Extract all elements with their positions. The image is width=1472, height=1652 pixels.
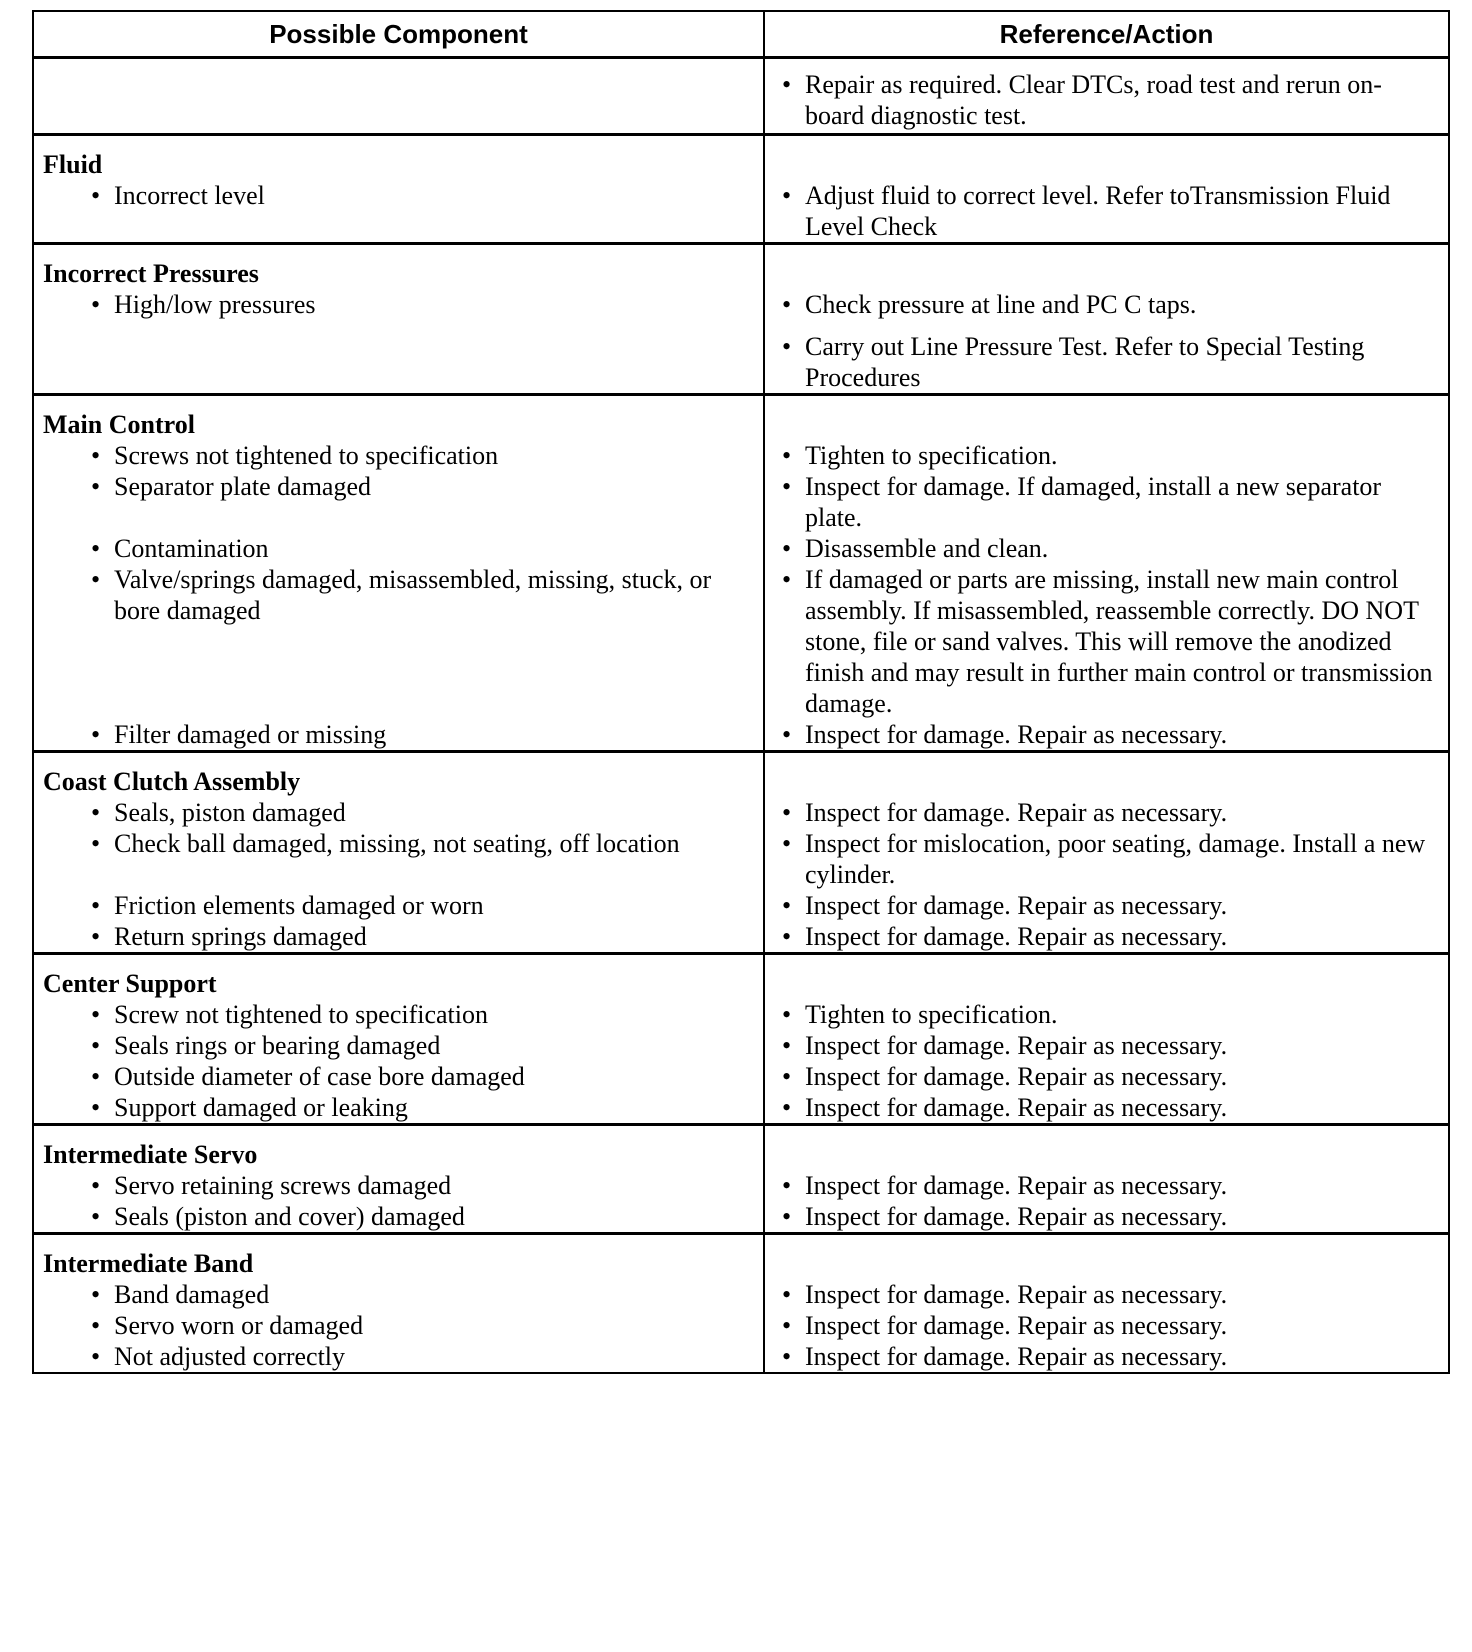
table-body <box>33 58 1449 1374</box>
component-text: Support damaged or leaking <box>114 1093 408 1122</box>
action-item <box>765 890 1448 921</box>
action-item <box>765 440 1448 471</box>
row-action-group <box>765 1341 1448 1372</box>
bullet-icon: • <box>782 1280 792 1309</box>
row-component-group <box>34 921 763 952</box>
component-cell <box>33 1125 764 1234</box>
bullet-icon: • <box>782 1031 792 1060</box>
row-component-group <box>34 1341 763 1372</box>
component-text: Seals (piston and cover) damaged <box>114 1202 465 1231</box>
action-text: Inspect for damage. Repair as necessary. <box>805 1342 1228 1371</box>
row-action-group <box>765 1310 1448 1341</box>
row-action-group <box>765 1170 1448 1201</box>
component-item <box>34 1201 763 1232</box>
action-item <box>765 180 1448 242</box>
component-cell <box>33 752 764 954</box>
component-text: Seals rings or bearing damaged <box>114 1031 441 1060</box>
bullet-icon: • <box>91 922 101 951</box>
component-item <box>34 921 763 952</box>
component-item <box>34 471 763 502</box>
action-text: Inspect for damage. Repair as necessary. <box>805 1202 1228 1231</box>
component-item <box>34 1341 763 1372</box>
action-item <box>765 69 1448 131</box>
component-cell <box>33 395 764 752</box>
component-text: Seals, piston damaged <box>114 798 346 827</box>
bullet-icon: • <box>782 1000 792 1029</box>
component-item <box>34 289 763 320</box>
action-text: Carry out Line Pressure Test. Refer to Special Testing Procedures <box>805 332 1365 392</box>
row-action-group <box>765 797 1448 828</box>
action-text: Inspect for damage. Repair as necessary. <box>805 1031 1228 1060</box>
bullet-icon: • <box>91 1093 101 1122</box>
column-header-component: Possible Component <box>33 11 764 58</box>
action-cell <box>764 1234 1449 1374</box>
row-action-group <box>765 999 1448 1030</box>
bullet-icon: • <box>782 891 792 920</box>
component-text: Contamination <box>114 534 269 563</box>
row-component-group <box>34 1310 763 1341</box>
row-component-group <box>34 471 763 533</box>
action-text: Inspect for damage. Repair as necessary. <box>805 798 1228 827</box>
bullet-icon: • <box>91 798 101 827</box>
row-action-group <box>765 719 1448 750</box>
section-title-spacer <box>765 1126 1448 1170</box>
row-action-group <box>765 1030 1448 1061</box>
action-item <box>765 533 1448 564</box>
row-action-group <box>765 180 1448 242</box>
row-action-group <box>765 921 1448 952</box>
action-text: Adjust fluid to correct level. Refer toTransmission Fluid Level Check <box>805 181 1391 241</box>
action-cell <box>764 954 1449 1125</box>
row-component-group <box>34 564 763 719</box>
bullet-icon: • <box>782 565 792 594</box>
bullet-icon: • <box>91 1202 101 1231</box>
component-item <box>34 890 763 921</box>
bullet-icon: • <box>91 1311 101 1340</box>
bullet-icon: • <box>91 441 101 470</box>
component-item <box>34 719 763 750</box>
component-item <box>34 1092 763 1123</box>
row-action-group <box>765 289 1448 393</box>
action-cell <box>764 395 1449 752</box>
action-cell <box>764 752 1449 954</box>
row-action-group <box>765 1201 1448 1232</box>
action-text: Inspect for damage. Repair as necessary. <box>805 1280 1228 1309</box>
table-section <box>33 58 1449 135</box>
bullet-icon: • <box>782 1202 792 1231</box>
action-item <box>765 1341 1448 1372</box>
row-component-group <box>34 828 763 890</box>
component-text: Separator plate damaged <box>114 472 371 501</box>
action-text: Inspect for damage. Repair as necessary. <box>805 1311 1228 1340</box>
bullet-icon: • <box>91 1062 101 1091</box>
row-component-group <box>34 1092 763 1123</box>
row-component-group <box>34 999 763 1030</box>
action-text: Inspect for damage. Repair as necessary. <box>805 1171 1228 1200</box>
bullet-icon: • <box>782 181 792 210</box>
component-text: Screw not tightened to specification <box>114 1000 489 1029</box>
section-title: Intermediate Servo <box>43 1140 258 1169</box>
component-item <box>34 1030 763 1061</box>
diagnostic-table <box>32 10 1450 1374</box>
table-section <box>33 1234 1449 1374</box>
bullet-icon: • <box>91 720 101 749</box>
section-title-spacer <box>765 753 1448 797</box>
component-text: High/low pressures <box>114 290 316 319</box>
action-item <box>765 1170 1448 1201</box>
bullet-icon: • <box>782 290 792 319</box>
bullet-icon: • <box>782 829 792 858</box>
section-title: Coast Clutch Assembly <box>43 767 301 796</box>
row-component-group <box>34 797 763 828</box>
component-text: Friction elements damaged or worn <box>114 891 484 920</box>
row-action-group <box>765 533 1448 564</box>
action-cell <box>764 1125 1449 1234</box>
action-item <box>765 1030 1448 1061</box>
action-text: Inspect for damage. If damaged, install a new separator plate. <box>805 472 1382 532</box>
bullet-icon: • <box>91 891 101 920</box>
row-component-group <box>34 69 763 131</box>
row-action-group <box>765 1279 1448 1310</box>
row-action-group <box>765 440 1448 471</box>
table-section <box>33 954 1449 1125</box>
row-action-group <box>765 1092 1448 1123</box>
action-item <box>765 1310 1448 1341</box>
section-title: Intermediate Band <box>43 1249 254 1278</box>
bullet-icon: • <box>91 1280 101 1309</box>
row-component-group <box>34 1170 763 1201</box>
row-component-group <box>34 440 763 471</box>
bullet-icon: • <box>91 829 101 858</box>
action-item <box>765 1279 1448 1310</box>
section-title-spacer <box>765 245 1448 289</box>
action-text: Disassemble and clean. <box>805 534 1049 563</box>
row-component-group <box>34 533 763 564</box>
action-text: Inspect for damage. Repair as necessary. <box>805 922 1228 951</box>
component-item <box>34 180 763 211</box>
action-item <box>765 1061 1448 1092</box>
component-text: Incorrect level <box>114 181 265 210</box>
section-title-spacer <box>765 396 1448 440</box>
component-item <box>34 999 763 1030</box>
component-text: Outside diameter of case bore damaged <box>114 1062 525 1091</box>
row-component-group <box>34 719 763 750</box>
component-text: Not adjusted correctly <box>114 1342 346 1371</box>
bullet-icon: • <box>782 798 792 827</box>
component-text: Servo worn or damaged <box>114 1311 364 1340</box>
table-section <box>33 395 1449 752</box>
bullet-icon: • <box>91 565 101 594</box>
action-item <box>765 999 1448 1030</box>
action-text: Tighten to specification. <box>805 441 1058 470</box>
bullet-icon: • <box>782 332 792 361</box>
row-component-group <box>34 890 763 921</box>
component-cell <box>33 244 764 395</box>
bullet-icon: • <box>91 1171 101 1200</box>
table-section <box>33 244 1449 395</box>
action-item <box>765 921 1448 952</box>
bullet-icon: • <box>782 922 792 951</box>
section-title: Fluid <box>43 150 103 179</box>
row-action-group <box>765 890 1448 921</box>
section-title-spacer <box>765 1235 1448 1279</box>
bullet-icon: • <box>782 1342 792 1371</box>
bullet-icon: • <box>782 472 792 501</box>
component-item <box>34 1061 763 1092</box>
row-action-group <box>765 1061 1448 1092</box>
row-action-group <box>765 69 1448 131</box>
action-text: Check pressure at line and PC C taps. <box>805 290 1197 319</box>
row-component-group <box>34 1279 763 1310</box>
action-text: Inspect for damage. Repair as necessary. <box>805 891 1228 920</box>
bullet-icon: • <box>782 1093 792 1122</box>
component-text: Valve/springs damaged, misassembled, missing, stuck, or bore damaged <box>114 565 712 625</box>
action-text: Tighten to specification. <box>805 1000 1058 1029</box>
component-cell <box>33 135 764 244</box>
action-cell <box>764 244 1449 395</box>
action-item <box>765 1092 1448 1123</box>
bullet-icon: • <box>782 720 792 749</box>
bullet-icon: • <box>782 1311 792 1340</box>
component-text: Filter damaged or missing <box>114 720 387 749</box>
row-component-group <box>34 289 763 393</box>
section-title-spacer <box>765 955 1448 999</box>
column-header-action: Reference/Action <box>764 11 1449 58</box>
table-section <box>33 135 1449 244</box>
action-item <box>765 471 1448 533</box>
bullet-icon: • <box>782 70 792 99</box>
row-action-group <box>765 828 1448 890</box>
action-text: Inspect for damage. Repair as necessary. <box>805 1093 1228 1122</box>
action-cell <box>764 58 1449 135</box>
header-row <box>33 11 1449 58</box>
component-item <box>34 1310 763 1341</box>
component-item <box>34 1170 763 1201</box>
component-text: Servo retaining screws damaged <box>114 1171 452 1200</box>
bullet-icon: • <box>782 1171 792 1200</box>
action-item <box>765 289 1448 320</box>
bullet-icon: • <box>91 1342 101 1371</box>
bullet-icon: • <box>782 534 792 563</box>
row-action-group <box>765 564 1448 719</box>
component-item <box>34 564 763 626</box>
bullet-icon: • <box>91 1000 101 1029</box>
table-section <box>33 752 1449 954</box>
section-title: Incorrect Pressures <box>43 259 259 288</box>
action-item <box>765 1201 1448 1232</box>
bullet-icon: • <box>91 181 101 210</box>
section-title: Center Support <box>43 969 217 998</box>
component-text: Screws not tightened to specification <box>114 441 499 470</box>
component-text: Band damaged <box>114 1280 270 1309</box>
component-cell <box>33 58 764 135</box>
component-item <box>34 797 763 828</box>
component-item <box>34 1279 763 1310</box>
component-cell <box>33 954 764 1125</box>
row-component-group <box>34 180 763 242</box>
action-text: Repair as required. Clear DTCs, road test and rerun on-board diagnostic test. <box>805 70 1382 130</box>
action-item <box>765 797 1448 828</box>
action-item <box>765 828 1448 890</box>
section-title: Main Control <box>43 410 195 439</box>
action-item <box>765 719 1448 750</box>
action-text: Inspect for mislocation, poor seating, damage. Install a new cylinder. <box>805 829 1426 889</box>
component-item <box>34 440 763 471</box>
bullet-icon: • <box>91 290 101 319</box>
action-text: Inspect for damage. Repair as necessary. <box>805 720 1228 749</box>
component-item <box>34 533 763 564</box>
bullet-icon: • <box>91 1031 101 1060</box>
action-text: Inspect for damage. Repair as necessary. <box>805 1062 1228 1091</box>
component-text: Check ball damaged, missing, not seating, off location <box>114 829 680 858</box>
action-cell <box>764 135 1449 244</box>
bullet-icon: • <box>782 441 792 470</box>
bullet-icon: • <box>782 1062 792 1091</box>
action-item <box>765 331 1448 393</box>
row-component-group <box>34 1030 763 1061</box>
row-component-group <box>34 1061 763 1092</box>
section-title-spacer <box>765 136 1448 180</box>
component-cell <box>33 1234 764 1374</box>
row-component-group <box>34 1201 763 1232</box>
action-text: If damaged or parts are missing, install new main control assembly. If misassembled, reassemble correctly. DO NOT stone, file or sand valves. This will remove the anodized finish and may result in further main control or transmission damage. <box>805 565 1433 718</box>
component-text: Return springs damaged <box>114 922 367 951</box>
action-item <box>765 564 1448 719</box>
component-item <box>34 828 763 859</box>
row-action-group <box>765 471 1448 533</box>
bullet-icon: • <box>91 534 101 563</box>
table-section <box>33 1125 1449 1234</box>
bullet-icon: • <box>91 472 101 501</box>
